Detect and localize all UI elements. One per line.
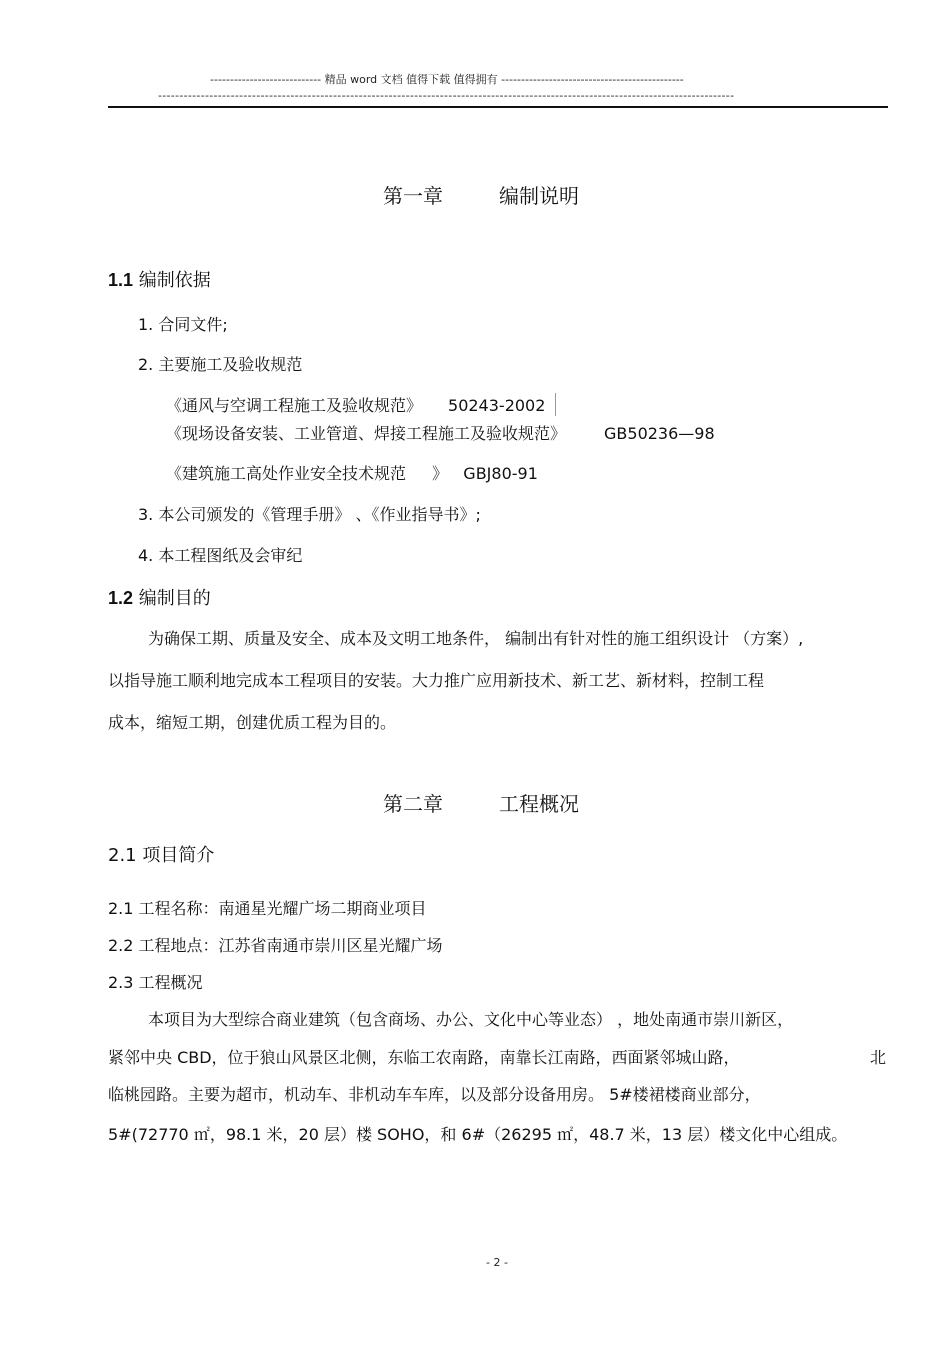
chapter1-title xyxy=(383,180,579,209)
standard-code: GB50236—98 xyxy=(604,424,715,443)
header-dash-line: --------------------------------------------------------------------------------------------------------------------------------------- xyxy=(158,89,735,102)
section-1-2-heading xyxy=(108,584,211,610)
standard-code: GBJ80-91 xyxy=(463,464,538,483)
chapter1-number: 第一章 xyxy=(383,184,443,208)
section-number: 1.1 xyxy=(108,270,134,290)
section-number: 1.2 xyxy=(108,588,134,608)
purpose-paragraph-line2: 以指导施工顺利地完成本工程项目的安装。大力推广应用新技术、新工艺、新材料，控制工程 xyxy=(108,671,765,690)
project-overview-heading: 2.3 工程概况 xyxy=(108,973,203,992)
chapter2-name: 工程概况 xyxy=(499,792,579,816)
project-name: 2.1 工程名称：南通星光耀广场二期商业项目 xyxy=(108,899,427,918)
standard-code: 50243-2002 xyxy=(448,396,546,415)
overview-paragraph-line4: 5#(72770 ㎡，98.1 米，20 层）楼 SOHO，和 6#（26295 ㎡，48.7 米，13 层）楼文化中心组成。 xyxy=(108,1125,848,1144)
standard-name: 《现场设备安装、工业管道、焊接工程施工及验收规范》 xyxy=(166,424,567,443)
page-number: - 2 - xyxy=(486,1256,508,1269)
overview-paragraph-line3: 临桃园路。主要为超市，机动车、非机动车车库，以及部分设备用房。 5#楼裙楼商业部分， xyxy=(108,1085,761,1104)
list-item-drawings: 4. 本工程图纸及会审纪 xyxy=(138,546,303,565)
standard-name: 《通风与空调工程施工及验收规范》 xyxy=(166,396,423,415)
overview-paragraph-line2-end: 北 xyxy=(870,1048,887,1067)
overview-paragraph-line1: 本项目为大型综合商业建筑（包含商场、办公、文化中心等业态） ，地处南通市崇川新区， xyxy=(148,1010,794,1029)
list-item-manuals: 3. 本公司颁发的《管理手册》 、《作业指导书》; xyxy=(138,505,481,524)
chapter2-title xyxy=(383,788,579,817)
project-location: 2.2 工程地点：江苏省南通市崇川区星光耀广场 xyxy=(108,936,443,955)
header-rule xyxy=(108,106,888,108)
section-title: 编制目的 xyxy=(138,588,211,609)
section-1-1-heading xyxy=(108,266,211,292)
purpose-paragraph-line3: 成本，缩短工期，创建优质工程为目的。 xyxy=(108,713,397,732)
section-title: 编制依据 xyxy=(138,270,211,291)
chapter1-name: 编制说明 xyxy=(499,184,579,208)
list-item-standards: 2. 主要施工及验收规范 xyxy=(138,355,303,374)
standard-close-quote: 》 xyxy=(432,464,449,483)
overview-paragraph-line2: 紧邻中央 CBD，位于狼山风景区北侧，东临工农南路，南靠长江南路，西面紧邻城山路， xyxy=(108,1048,740,1067)
standard-ventilation xyxy=(166,393,556,416)
purpose-paragraph-line1: 为确保工期、质量及安全、成本及文明工地条件， 编制出有针对性的施工组织设计 （方案）, xyxy=(148,629,804,648)
header-banner: ---------------------------- 精品 word 文档 值得下载 值得拥有 ---------------------------------------------- xyxy=(210,73,684,86)
section-2-1-heading: 2.1 项目简介 xyxy=(108,845,215,866)
standard-height-safety xyxy=(166,461,538,484)
standard-equipment-piping xyxy=(166,421,715,444)
list-item-contract: 1. 合同文件; xyxy=(138,315,228,334)
standard-name: 《建筑施工高处作业安全技术规范 xyxy=(166,464,407,483)
chapter2-number: 第二章 xyxy=(383,792,443,816)
